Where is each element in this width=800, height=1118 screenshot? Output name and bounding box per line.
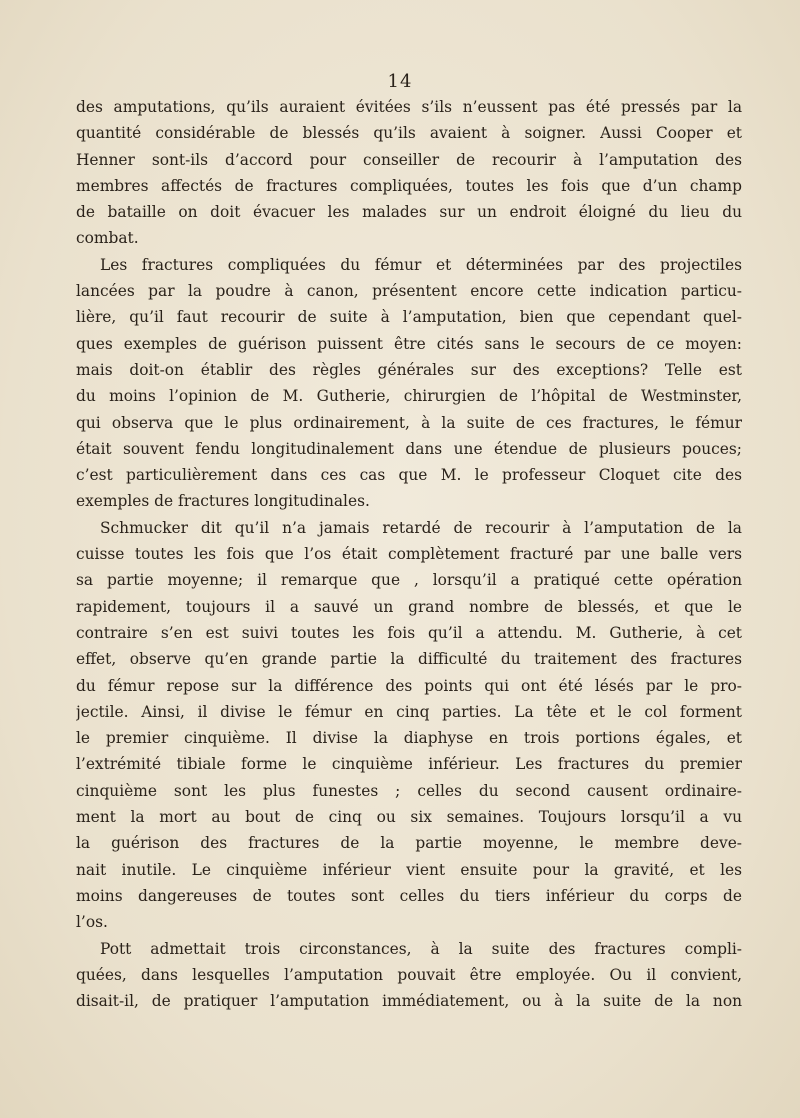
text-line: était souvent fendu longitudinalement dans une étendue de plusieurs pouces; — [76, 439, 742, 458]
text-line: cuisse toutes les fois que l’os était complètement fracturé par une balle vers — [76, 545, 742, 564]
text-line: membres affectés de fractures compliquées, toutes les fois que d’un champ — [76, 176, 742, 195]
text-line: le premier cinquième. Il divise la diaphyse en trois portions égales, et — [76, 729, 742, 748]
text-line: du fémur repose sur la différence des points qui ont été lésés par le pro- — [76, 676, 742, 695]
text-line: sa partie moyenne; il remarque que , lorsqu’il a pratiqué cette opération — [76, 571, 742, 590]
text-line: lière, qu’il faut recourir de suite à l’amputation, bien que cependant quel- — [76, 308, 742, 327]
text-line: Les fractures compliquées du fémur et déterminées par des projectiles — [100, 255, 742, 274]
text-line: l’extrémité tibiale forme le cinquième inférieur. Les fractures du premier — [76, 755, 742, 774]
text-line: quantité considérable de blessés qu’ils avaient à soigner. Aussi Cooper et — [76, 124, 742, 143]
text-line: l’os. — [76, 913, 108, 932]
paragraph — [76, 936, 742, 1015]
text-line: nait inutile. Le cinquième inférieur vient ensuite pour la gravité, et les — [76, 860, 742, 879]
text-line: Schmucker dit qu’il n’a jamais retardé de recourir à l’amputation de la — [100, 518, 742, 537]
text-line: de bataille on doit évacuer les malades sur un endroit éloigné du lieu du — [76, 203, 742, 222]
text-line: qui observa que le plus ordinairement, à la suite de ces fractures, le fémur — [76, 413, 742, 432]
text-line: quées, dans lesquelles l’amputation pouvait être employée. Ou il convient, — [76, 965, 742, 984]
page-number: 14 — [387, 71, 413, 92]
text-line: jectile. Ainsi, il divise le fémur en cinq parties. La tête et le col forment — [76, 702, 742, 721]
text-line: ques exemples de guérison puissent être cités sans le secours de ce moyen: — [76, 334, 742, 353]
text-line: du moins l’opinion de M. Gutherie, chirurgien de l’hôpital de Westminster, — [76, 387, 742, 406]
text-line: exemples de fractures longitudinales. — [76, 492, 370, 511]
paragraph — [76, 94, 742, 252]
text-line: contraire s’en est suivi toutes les fois qu’il a attendu. M. Gutherie, à cet — [76, 623, 742, 642]
text-line: cinquième sont les plus funestes ; celles du second causent ordinaire- — [76, 781, 742, 800]
body-text — [76, 94, 742, 1014]
paragraph — [76, 252, 742, 515]
text-line: effet, observe qu’en grande partie la difficulté du traitement des fractures — [76, 650, 742, 669]
text-line: Pott admettait trois circonstances, à la suite des fractures compli- — [100, 939, 742, 958]
text-line: combat. — [76, 229, 139, 248]
text-line: moins dangereuses de toutes sont celles du tiers inférieur du corps de — [76, 886, 742, 905]
text-line: la guérison des fractures de la partie moyenne, le membre deve- — [76, 834, 742, 853]
text-line: ment la mort au bout de cinq ou six semaines. Toujours lorsqu’il a vu — [76, 808, 742, 827]
text-line: rapidement, toujours il a sauvé un grand nombre de blessés, et que le — [76, 597, 742, 616]
text-line: c’est particulièrement dans ces cas que M. le professeur Cloquet cite des — [76, 466, 742, 485]
text-line: des amputations, qu’ils auraient évitées s’ils n’eussent pas été pressés par la — [76, 98, 742, 116]
text-line: Henner sont-ils d’accord pour conseiller de recourir à l’amputation des — [76, 150, 742, 169]
paragraph — [76, 515, 742, 936]
text-line: disait-il, de pratiquer l’amputation immédiatement, ou à la suite de la non — [76, 992, 742, 1011]
text-line: lancées par la poudre à canon, présentent encore cette indication particu- — [76, 282, 742, 301]
text-line: mais doit-on établir des règles générales sur des exceptions? Telle est — [76, 360, 742, 379]
